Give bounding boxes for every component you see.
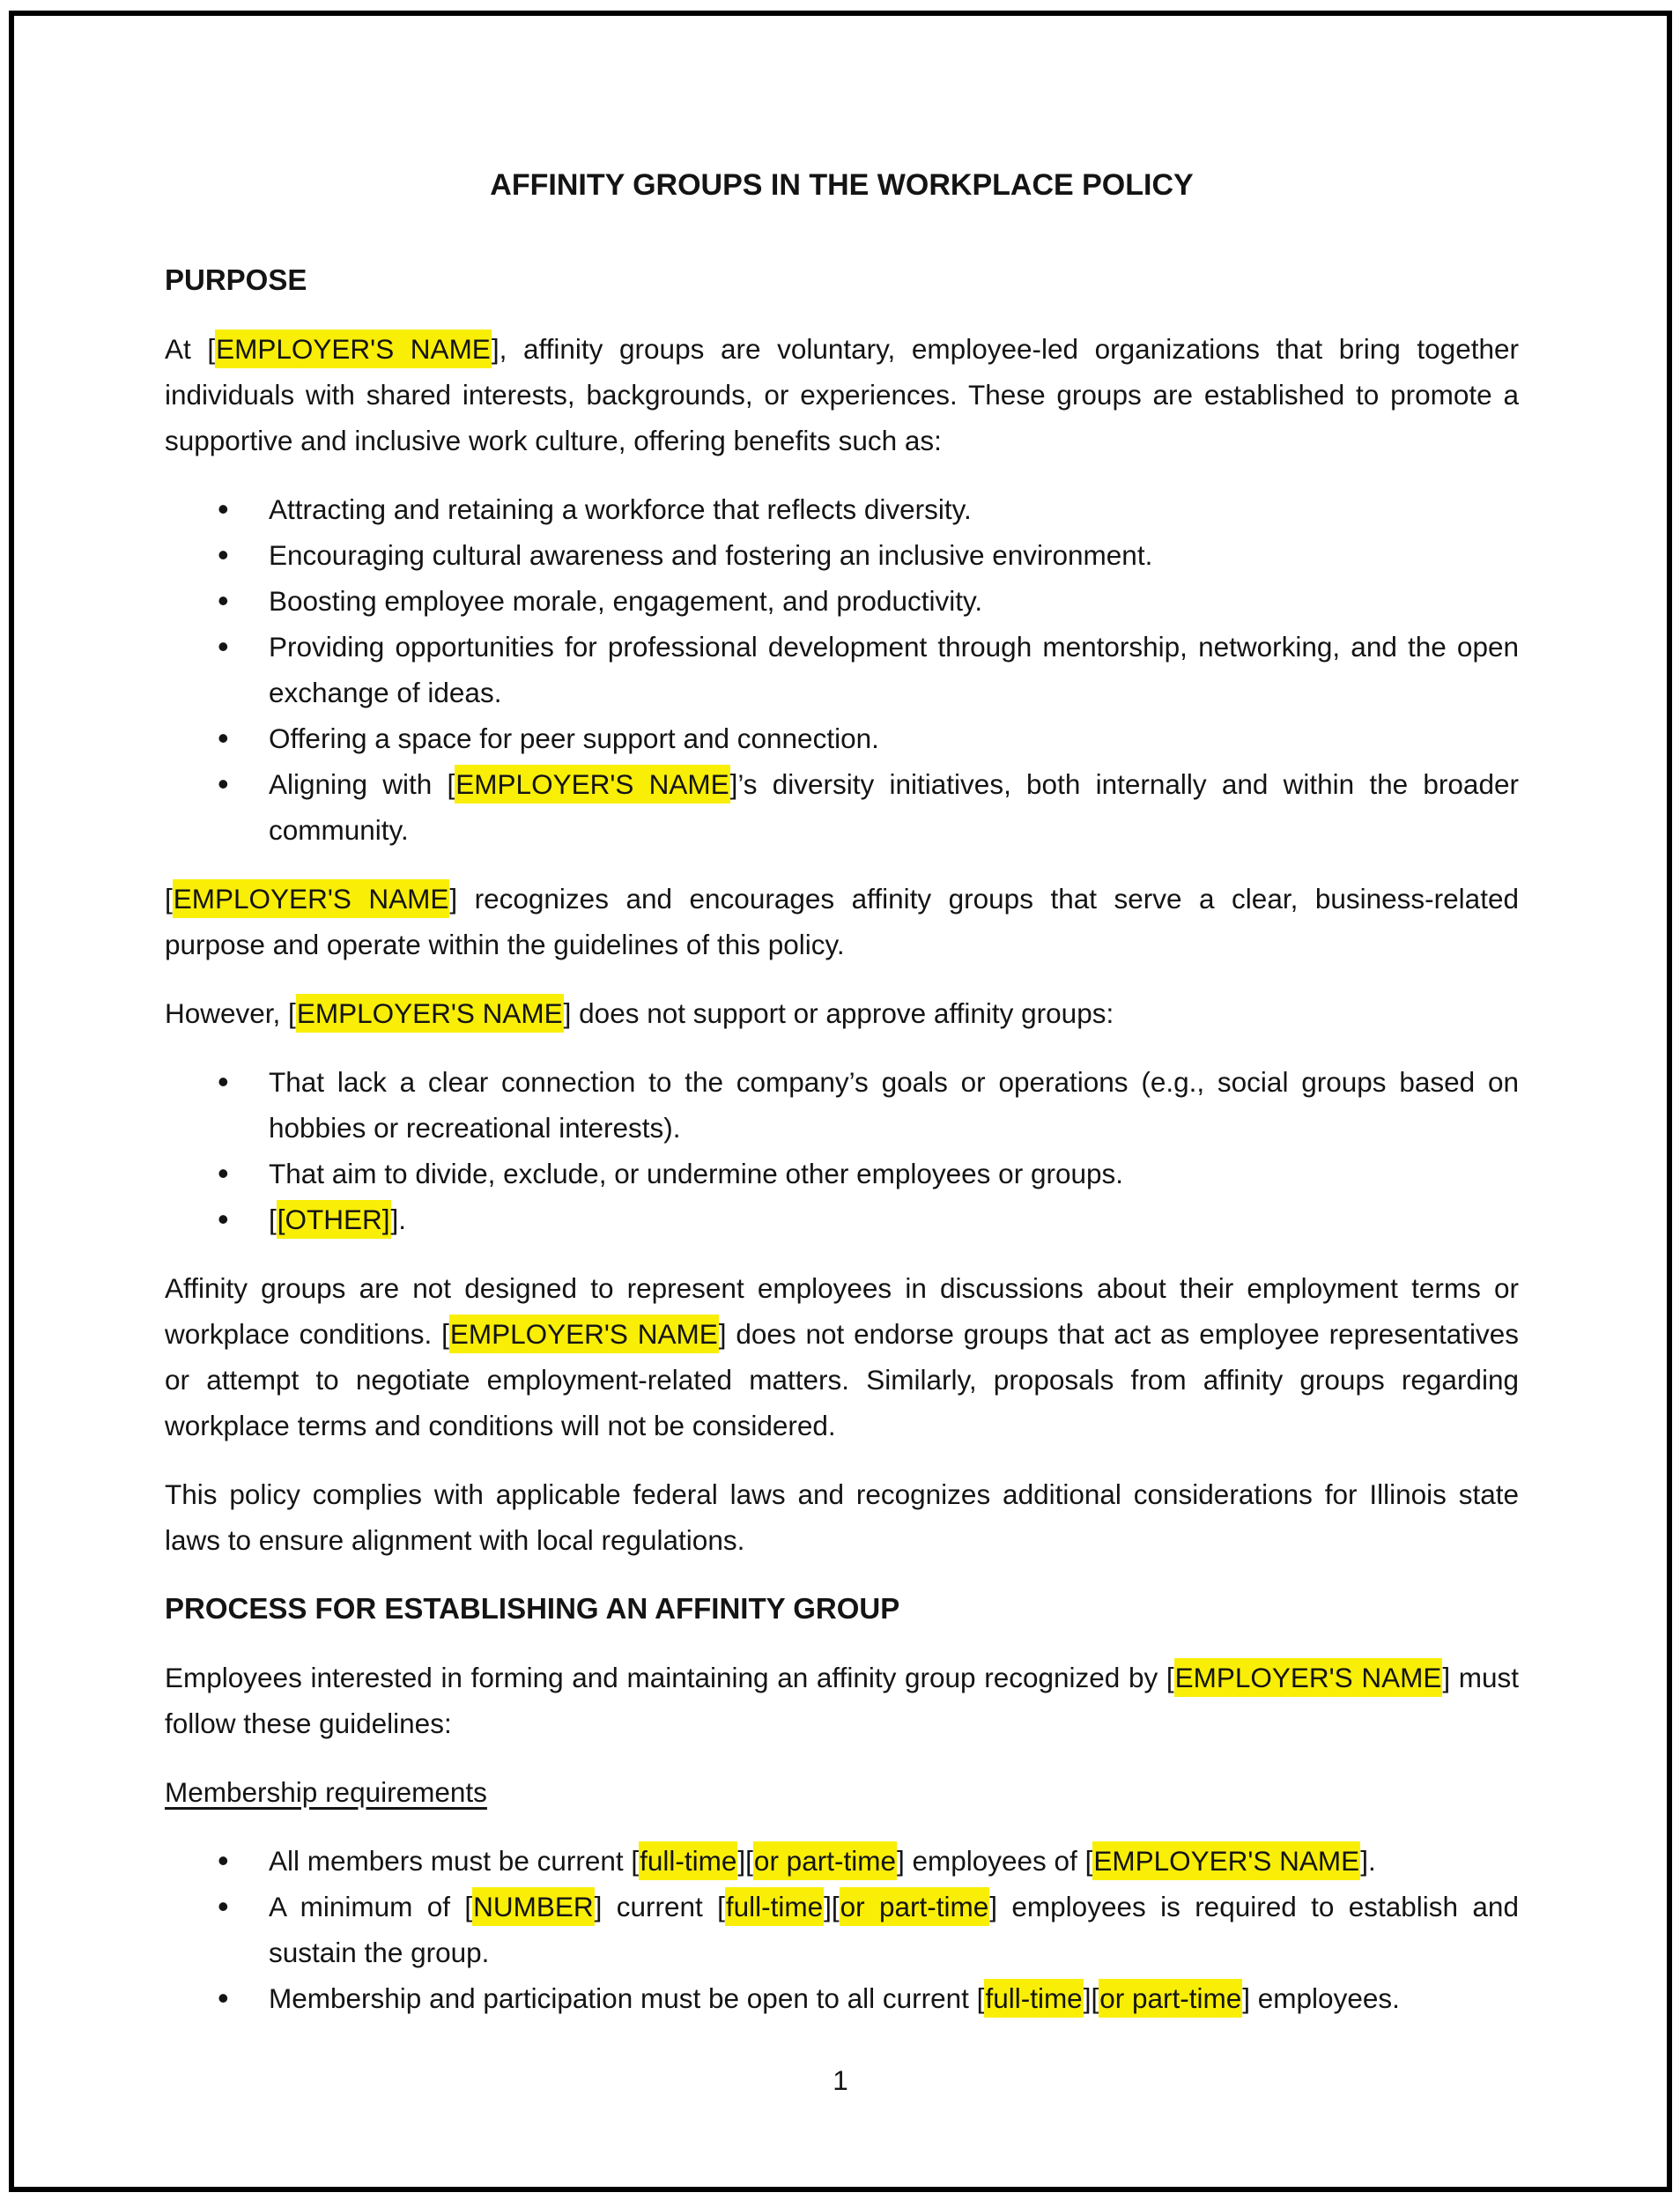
highlight-placeholder: full-time xyxy=(984,1979,1083,2018)
bullet-item: • That aim to divide, exclude, or undermine other employees or groups. xyxy=(269,1151,1519,1196)
paragraph: However, [EMPLOYER'S NAME] does not support or approve affinity groups: xyxy=(165,990,1519,1036)
highlight-placeholder: EMPLOYER'S NAME xyxy=(455,765,729,804)
bullet-item: • Providing opportunities for professional development through mentorship, networking, and the open exchange of ideas. xyxy=(269,624,1519,715)
paragraph: Affinity groups are not designed to represent employees in discussions about their employment terms or workplace conditions. [EMPLOYER'S NAME] does not endorse groups that act as employee representatives or attempt to negotiate employment-related matters. Similarly, proposals from affinity groups regarding workplace terms and conditions will not be considered. xyxy=(165,1272,1519,1441)
highlight-placeholder: full-time xyxy=(639,1841,737,1880)
highlight-placeholder: NUMBER xyxy=(472,1887,595,1926)
bullet-item: • Aligning with [EMPLOYER'S NAME]’s diversity initiatives, both internally and within the broader community. xyxy=(269,761,1519,853)
section-subheading: Membership requirements xyxy=(165,1776,487,1808)
highlight-placeholder: EMPLOYER'S NAME xyxy=(215,330,492,368)
paragraph: Employees interested in forming and maintaining an affinity group recognized by [EMPLOYER'S NAME] must follow these guidelines: xyxy=(165,1655,1519,1746)
page-number: 1 xyxy=(833,2064,848,2096)
highlight-placeholder: or part-time xyxy=(1099,1979,1242,2018)
bullet-item: • Membership and participation must be open to all current [full-time][or part-time] employees. xyxy=(269,1975,1519,2021)
highlight-placeholder: or part-time xyxy=(840,1887,990,1926)
highlight-placeholder: EMPLOYER'S NAME xyxy=(449,1315,719,1353)
bullet-item: • Attracting and retaining a workforce that reflects diversity. xyxy=(269,486,1519,532)
highlight-placeholder: or part-time xyxy=(753,1841,897,1880)
paragraph: This policy complies with applicable federal laws and recognizes additional considerations for Illinois state laws to ensure alignment with local regulations. xyxy=(165,1478,1519,1556)
bullet-list xyxy=(165,1838,1519,2021)
highlight-placeholder: EMPLOYER'S NAME xyxy=(1174,1658,1443,1697)
bullet-item: • [[OTHER]]. xyxy=(269,1196,1519,1242)
paragraph: At [EMPLOYER'S NAME], affinity groups are voluntary, employee-led organizations that bring together individuals with shared interests, backgrounds, or experiences. These groups are established to promote a supportive and inclusive work culture, offering benefits such as: xyxy=(165,326,1519,463)
highlight-placeholder: EMPLOYER'S NAME xyxy=(173,879,450,918)
bullet-item: • All members must be current [full-time][or part-time] employees of [EMPLOYER'S NAME]. xyxy=(269,1838,1519,1884)
document-body xyxy=(165,257,1519,2021)
bullet-item: • A minimum of [NUMBER] current [full-time][or part-time] employees is required to establish and sustain the group. xyxy=(269,1884,1519,1975)
document-content xyxy=(14,16,1667,2021)
paragraph: [EMPLOYER'S NAME] recognizes and encourages affinity groups that serve a clear, business-related purpose and operate within the guidelines of this policy. xyxy=(165,876,1519,967)
highlight-placeholder: EMPLOYER'S NAME xyxy=(296,994,564,1033)
highlight-placeholder: full-time xyxy=(725,1887,824,1926)
section-heading: PURPOSE xyxy=(165,263,307,296)
bullet-list xyxy=(165,1059,1519,1242)
section-heading: PROCESS FOR ESTABLISHING AN AFFINITY GROUP xyxy=(165,1592,900,1625)
bullet-item: • Encouraging cultural awareness and fostering an inclusive environment. xyxy=(269,532,1519,578)
highlight-placeholder: EMPLOYER'S NAME xyxy=(1092,1841,1360,1880)
document-page xyxy=(9,11,1672,2192)
highlight-placeholder: [OTHER] xyxy=(277,1200,391,1239)
bullet-list xyxy=(165,486,1519,853)
bullet-item: • Offering a space for peer support and connection. xyxy=(269,715,1519,761)
document-title: AFFINITY GROUPS IN THE WORKPLACE POLICY xyxy=(490,168,1194,202)
bullet-item: • That lack a clear connection to the company’s goals or operations (e.g., social groups based on hobbies or recreational interests). xyxy=(269,1059,1519,1151)
bullet-item: • Boosting employee morale, engagement, and productivity. xyxy=(269,578,1519,624)
